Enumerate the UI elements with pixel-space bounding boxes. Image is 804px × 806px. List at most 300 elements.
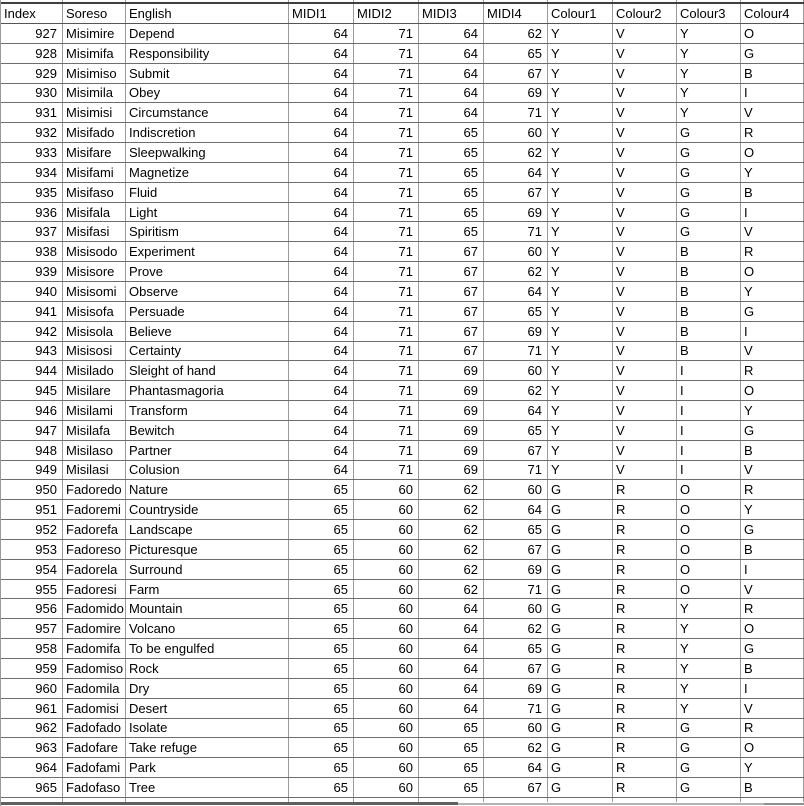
cell-english[interactable]: Persuade xyxy=(126,302,289,321)
cell-midi2[interactable]: 71 xyxy=(354,84,419,103)
cell-midi3[interactable]: 67 xyxy=(419,262,484,281)
cell-colour4[interactable]: Y xyxy=(741,282,804,301)
cell-english[interactable]: Experiment xyxy=(126,242,289,261)
cell-index[interactable]: 933 xyxy=(1,143,63,162)
cell-colour1[interactable]: G xyxy=(548,500,613,519)
cell-midi3[interactable]: 62 xyxy=(419,540,484,559)
cell-colour2[interactable]: R xyxy=(613,778,677,797)
cell-midi3[interactable]: 64 xyxy=(419,639,484,658)
cell-english[interactable]: Light xyxy=(126,203,289,222)
cell-colour4[interactable]: Y xyxy=(741,401,804,420)
cell-midi3[interactable]: 67 xyxy=(419,342,484,361)
cell-colour4[interactable]: O xyxy=(741,619,804,638)
cell-colour2[interactable]: R xyxy=(613,699,677,718)
cell-midi4[interactable]: 69 xyxy=(484,679,548,698)
column-header-index[interactable]: Index xyxy=(1,4,63,23)
cell-index[interactable]: 938 xyxy=(1,242,63,261)
cell-midi4[interactable]: 64 xyxy=(484,282,548,301)
cell-midi2[interactable]: 71 xyxy=(354,103,419,122)
cell-english[interactable]: Nature xyxy=(126,480,289,499)
cell-midi3[interactable]: 64 xyxy=(419,64,484,83)
cell-midi4[interactable]: 65 xyxy=(484,520,548,539)
cell-soreso[interactable]: Fadofami xyxy=(63,758,126,777)
cell-colour1[interactable]: G xyxy=(548,599,613,618)
cell-midi4[interactable]: 60 xyxy=(484,480,548,499)
cell-colour3[interactable]: I xyxy=(677,421,741,440)
cell-index[interactable]: 965 xyxy=(1,778,63,797)
cell-colour3[interactable]: Y xyxy=(677,103,741,122)
cell-index[interactable]: 931 xyxy=(1,103,63,122)
cell-colour1[interactable]: G xyxy=(548,520,613,539)
cell-soreso[interactable]: Fadoremi xyxy=(63,500,126,519)
cell-midi2[interactable]: 71 xyxy=(354,361,419,380)
cell-colour2[interactable]: V xyxy=(613,163,677,182)
cell-midi1[interactable]: 65 xyxy=(289,580,354,599)
cell-midi2[interactable]: 71 xyxy=(354,163,419,182)
cell-soreso[interactable]: Misifasi xyxy=(63,222,126,241)
cell-index[interactable]: 951 xyxy=(1,500,63,519)
cell-english[interactable]: Sleight of hand xyxy=(126,361,289,380)
cell-colour4[interactable]: B xyxy=(741,183,804,202)
cell-index[interactable]: 948 xyxy=(1,441,63,460)
cell-colour1[interactable]: Y xyxy=(548,44,613,63)
cell-midi2[interactable]: 60 xyxy=(354,500,419,519)
cell-colour3[interactable]: G xyxy=(677,183,741,202)
cell-midi2[interactable]: 71 xyxy=(354,222,419,241)
cell-midi4[interactable]: 65 xyxy=(484,44,548,63)
cell-index[interactable]: 964 xyxy=(1,758,63,777)
cell-colour2[interactable]: V xyxy=(613,262,677,281)
column-header-soreso[interactable]: Soreso xyxy=(63,4,126,23)
cell-english[interactable]: Dry xyxy=(126,679,289,698)
cell-colour4[interactable]: Y xyxy=(741,758,804,777)
cell-english[interactable]: Spiritism xyxy=(126,222,289,241)
cell-colour1[interactable]: G xyxy=(548,738,613,757)
cell-colour2[interactable]: V xyxy=(613,84,677,103)
cell-index[interactable]: 932 xyxy=(1,123,63,142)
cell-soreso[interactable]: Misilaso xyxy=(63,441,126,460)
cell-midi2[interactable]: 60 xyxy=(354,719,419,738)
cell-midi4[interactable]: 67 xyxy=(484,64,548,83)
cell-english[interactable]: Magnetize xyxy=(126,163,289,182)
cell-midi4[interactable]: 67 xyxy=(484,778,548,797)
cell-english[interactable]: Take refuge xyxy=(126,738,289,757)
cell-midi3[interactable]: 69 xyxy=(419,441,484,460)
cell-colour4[interactable]: R xyxy=(741,242,804,261)
cell-index[interactable]: 959 xyxy=(1,659,63,678)
cell-colour1[interactable]: G xyxy=(548,619,613,638)
cell-index[interactable]: 955 xyxy=(1,580,63,599)
cell-soreso[interactable]: Misifaso xyxy=(63,183,126,202)
cell-index[interactable]: 953 xyxy=(1,540,63,559)
cell-midi2[interactable]: 71 xyxy=(354,401,419,420)
cell-midi1[interactable]: 64 xyxy=(289,461,354,480)
cell-midi2[interactable]: 60 xyxy=(354,619,419,638)
cell-midi1[interactable]: 65 xyxy=(289,738,354,757)
cell-soreso[interactable]: Fadoreso xyxy=(63,540,126,559)
cell-midi4[interactable]: 64 xyxy=(484,500,548,519)
cell-colour4[interactable]: G xyxy=(741,44,804,63)
cell-soreso[interactable]: Misilado xyxy=(63,361,126,380)
cell-midi1[interactable]: 64 xyxy=(289,64,354,83)
cell-colour2[interactable]: R xyxy=(613,719,677,738)
cell-colour2[interactable]: V xyxy=(613,183,677,202)
cell-midi1[interactable]: 64 xyxy=(289,282,354,301)
cell-midi2[interactable]: 71 xyxy=(354,461,419,480)
cell-midi1[interactable]: 64 xyxy=(289,361,354,380)
cell-soreso[interactable]: Misisore xyxy=(63,262,126,281)
cell-midi3[interactable]: 64 xyxy=(419,699,484,718)
cell-midi2[interactable]: 71 xyxy=(354,441,419,460)
cell-colour1[interactable]: Y xyxy=(548,203,613,222)
cell-index[interactable]: 954 xyxy=(1,560,63,579)
cell-english[interactable]: Rock xyxy=(126,659,289,678)
column-header-english[interactable]: English xyxy=(126,4,289,23)
cell-colour4[interactable]: I xyxy=(741,203,804,222)
cell-index[interactable]: 962 xyxy=(1,719,63,738)
cell-index[interactable]: 944 xyxy=(1,361,63,380)
cell-english[interactable]: Observe xyxy=(126,282,289,301)
cell-soreso[interactable]: Misifala xyxy=(63,203,126,222)
cell-soreso[interactable]: Fadorela xyxy=(63,560,126,579)
cell-index[interactable]: 927 xyxy=(1,24,63,43)
cell-midi2[interactable]: 60 xyxy=(354,480,419,499)
cell-midi3[interactable]: 64 xyxy=(419,84,484,103)
cell-colour4[interactable]: R xyxy=(741,599,804,618)
cell-midi1[interactable]: 64 xyxy=(289,163,354,182)
cell-midi1[interactable]: 65 xyxy=(289,758,354,777)
cell-midi2[interactable]: 60 xyxy=(354,758,419,777)
cell-colour1[interactable]: G xyxy=(548,560,613,579)
cell-colour1[interactable]: Y xyxy=(548,222,613,241)
cell-english[interactable]: Tree xyxy=(126,778,289,797)
cell-english[interactable]: Park xyxy=(126,758,289,777)
cell-midi3[interactable]: 64 xyxy=(419,599,484,618)
cell-soreso[interactable]: Fadomiso xyxy=(63,659,126,678)
cell-colour1[interactable]: Y xyxy=(548,461,613,480)
cell-midi1[interactable]: 65 xyxy=(289,699,354,718)
cell-midi2[interactable]: 71 xyxy=(354,302,419,321)
cell-midi2[interactable]: 71 xyxy=(354,203,419,222)
cell-colour3[interactable]: B xyxy=(677,342,741,361)
cell-midi2[interactable]: 71 xyxy=(354,64,419,83)
cell-soreso[interactable]: Misilami xyxy=(63,401,126,420)
cell-colour1[interactable]: Y xyxy=(548,421,613,440)
cell-midi1[interactable]: 65 xyxy=(289,560,354,579)
cell-colour3[interactable]: Y xyxy=(677,599,741,618)
cell-midi4[interactable]: 67 xyxy=(484,441,548,460)
cell-midi1[interactable]: 65 xyxy=(289,619,354,638)
cell-colour4[interactable]: V xyxy=(741,461,804,480)
cell-midi3[interactable]: 62 xyxy=(419,480,484,499)
cell-colour3[interactable]: B xyxy=(677,242,741,261)
cell-index[interactable]: 936 xyxy=(1,203,63,222)
cell-midi1[interactable]: 64 xyxy=(289,24,354,43)
cell-colour1[interactable]: Y xyxy=(548,103,613,122)
cell-colour1[interactable]: G xyxy=(548,778,613,797)
cell-index[interactable]: 947 xyxy=(1,421,63,440)
cell-soreso[interactable]: Misisosi xyxy=(63,342,126,361)
cell-colour3[interactable]: G xyxy=(677,778,741,797)
cell-midi2[interactable]: 60 xyxy=(354,520,419,539)
cell-midi3[interactable]: 64 xyxy=(419,679,484,698)
cell-midi1[interactable]: 64 xyxy=(289,44,354,63)
cell-midi4[interactable]: 62 xyxy=(484,24,548,43)
cell-colour3[interactable]: I xyxy=(677,401,741,420)
cell-midi1[interactable]: 64 xyxy=(289,302,354,321)
cell-soreso[interactable]: Misisofa xyxy=(63,302,126,321)
cell-midi1[interactable]: 64 xyxy=(289,203,354,222)
cell-midi3[interactable]: 67 xyxy=(419,322,484,341)
cell-midi3[interactable]: 65 xyxy=(419,778,484,797)
cell-colour1[interactable]: Y xyxy=(548,242,613,261)
cell-english[interactable]: Bewitch xyxy=(126,421,289,440)
cell-colour2[interactable]: V xyxy=(613,64,677,83)
cell-colour4[interactable]: R xyxy=(741,123,804,142)
cell-colour1[interactable]: Y xyxy=(548,123,613,142)
cell-colour4[interactable]: O xyxy=(741,262,804,281)
cell-colour3[interactable]: G xyxy=(677,203,741,222)
cell-colour1[interactable]: Y xyxy=(548,361,613,380)
cell-colour3[interactable]: Y xyxy=(677,84,741,103)
cell-soreso[interactable]: Fadofado xyxy=(63,719,126,738)
cell-midi1[interactable]: 64 xyxy=(289,262,354,281)
cell-midi2[interactable]: 71 xyxy=(354,282,419,301)
cell-colour2[interactable]: R xyxy=(613,619,677,638)
cell-colour2[interactable]: V xyxy=(613,302,677,321)
cell-index[interactable]: 961 xyxy=(1,699,63,718)
cell-soreso[interactable]: Fadomifa xyxy=(63,639,126,658)
cell-english[interactable]: Sleepwalking xyxy=(126,143,289,162)
cell-midi3[interactable]: 65 xyxy=(419,163,484,182)
cell-midi3[interactable]: 69 xyxy=(419,401,484,420)
column-header-midi3[interactable]: MIDI3 xyxy=(419,4,484,23)
cell-colour4[interactable]: O xyxy=(741,143,804,162)
cell-midi1[interactable]: 64 xyxy=(289,222,354,241)
cell-english[interactable]: Colusion xyxy=(126,461,289,480)
cell-colour2[interactable]: V xyxy=(613,342,677,361)
cell-colour3[interactable]: O xyxy=(677,500,741,519)
cell-colour4[interactable]: V xyxy=(741,222,804,241)
cell-index[interactable]: 957 xyxy=(1,619,63,638)
cell-midi4[interactable]: 62 xyxy=(484,381,548,400)
cell-midi2[interactable]: 71 xyxy=(354,381,419,400)
cell-colour1[interactable]: G xyxy=(548,540,613,559)
cell-index[interactable]: 941 xyxy=(1,302,63,321)
cell-colour2[interactable]: R xyxy=(613,738,677,757)
cell-midi4[interactable]: 64 xyxy=(484,758,548,777)
cell-midi4[interactable]: 62 xyxy=(484,738,548,757)
cell-midi3[interactable]: 64 xyxy=(419,44,484,63)
cell-midi4[interactable]: 69 xyxy=(484,322,548,341)
cell-colour1[interactable]: Y xyxy=(548,342,613,361)
cell-midi4[interactable]: 60 xyxy=(484,361,548,380)
cell-colour1[interactable]: Y xyxy=(548,322,613,341)
cell-midi4[interactable]: 62 xyxy=(484,619,548,638)
cell-midi3[interactable]: 62 xyxy=(419,520,484,539)
cell-colour1[interactable]: G xyxy=(548,699,613,718)
cell-colour3[interactable]: O xyxy=(677,540,741,559)
cell-midi3[interactable]: 69 xyxy=(419,421,484,440)
cell-english[interactable]: Partner xyxy=(126,441,289,460)
cell-english[interactable]: Responsibility xyxy=(126,44,289,63)
cell-colour3[interactable]: O xyxy=(677,520,741,539)
cell-midi4[interactable]: 69 xyxy=(484,203,548,222)
cell-colour3[interactable]: I xyxy=(677,381,741,400)
cell-english[interactable]: Countryside xyxy=(126,500,289,519)
cell-midi1[interactable]: 65 xyxy=(289,719,354,738)
cell-colour1[interactable]: G xyxy=(548,719,613,738)
cell-english[interactable]: Certainty xyxy=(126,342,289,361)
cell-midi2[interactable]: 60 xyxy=(354,738,419,757)
cell-midi3[interactable]: 64 xyxy=(419,103,484,122)
cell-colour4[interactable]: B xyxy=(741,64,804,83)
cell-index[interactable]: 934 xyxy=(1,163,63,182)
cell-soreso[interactable]: Misimire xyxy=(63,24,126,43)
cell-midi2[interactable]: 71 xyxy=(354,123,419,142)
cell-colour4[interactable]: B xyxy=(741,540,804,559)
cell-colour3[interactable]: G xyxy=(677,719,741,738)
cell-english[interactable]: Isolate xyxy=(126,719,289,738)
cell-colour3[interactable]: Y xyxy=(677,619,741,638)
cell-english[interactable]: Indiscretion xyxy=(126,123,289,142)
cell-index[interactable]: 956 xyxy=(1,599,63,618)
cell-midi1[interactable]: 64 xyxy=(289,401,354,420)
cell-colour2[interactable]: V xyxy=(613,24,677,43)
cell-english[interactable]: To be engulfed xyxy=(126,639,289,658)
cell-colour4[interactable]: I xyxy=(741,322,804,341)
cell-soreso[interactable]: Fadomire xyxy=(63,619,126,638)
cell-midi4[interactable]: 67 xyxy=(484,540,548,559)
cell-index[interactable]: 943 xyxy=(1,342,63,361)
cell-midi3[interactable]: 69 xyxy=(419,381,484,400)
cell-midi4[interactable]: 60 xyxy=(484,719,548,738)
cell-colour3[interactable]: B xyxy=(677,322,741,341)
cell-colour4[interactable]: G xyxy=(741,520,804,539)
cell-midi1[interactable]: 65 xyxy=(289,659,354,678)
cell-index[interactable]: 935 xyxy=(1,183,63,202)
cell-soreso[interactable]: Misisodo xyxy=(63,242,126,261)
cell-index[interactable]: 958 xyxy=(1,639,63,658)
cell-midi3[interactable]: 62 xyxy=(419,560,484,579)
cell-midi2[interactable]: 71 xyxy=(354,24,419,43)
cell-midi4[interactable]: 69 xyxy=(484,560,548,579)
cell-index[interactable]: 942 xyxy=(1,322,63,341)
cell-colour2[interactable]: R xyxy=(613,659,677,678)
cell-soreso[interactable]: Misilasi xyxy=(63,461,126,480)
cell-colour1[interactable]: G xyxy=(548,480,613,499)
cell-colour2[interactable]: V xyxy=(613,242,677,261)
cell-colour2[interactable]: R xyxy=(613,540,677,559)
cell-colour1[interactable]: G xyxy=(548,679,613,698)
cell-midi1[interactable]: 65 xyxy=(289,520,354,539)
cell-index[interactable]: 939 xyxy=(1,262,63,281)
cell-colour4[interactable]: B xyxy=(741,778,804,797)
column-header-midi4[interactable]: MIDI4 xyxy=(484,4,548,23)
cell-soreso[interactable]: Misilafa xyxy=(63,421,126,440)
cell-colour2[interactable]: V xyxy=(613,282,677,301)
cell-midi4[interactable]: 64 xyxy=(484,163,548,182)
cell-colour3[interactable]: I xyxy=(677,361,741,380)
cell-midi4[interactable]: 71 xyxy=(484,222,548,241)
cell-english[interactable]: Believe xyxy=(126,322,289,341)
cell-colour1[interactable]: G xyxy=(548,639,613,658)
cell-colour1[interactable]: Y xyxy=(548,401,613,420)
cell-midi3[interactable]: 64 xyxy=(419,659,484,678)
column-header-midi2[interactable]: MIDI2 xyxy=(354,4,419,23)
cell-colour3[interactable]: G xyxy=(677,143,741,162)
cell-colour3[interactable]: B xyxy=(677,262,741,281)
cell-midi3[interactable]: 65 xyxy=(419,738,484,757)
cell-colour3[interactable]: G xyxy=(677,222,741,241)
cell-midi1[interactable]: 65 xyxy=(289,599,354,618)
cell-soreso[interactable]: Misifare xyxy=(63,143,126,162)
cell-soreso[interactable]: Misimifa xyxy=(63,44,126,63)
cell-colour3[interactable]: Y xyxy=(677,639,741,658)
cell-midi1[interactable]: 65 xyxy=(289,778,354,797)
cell-colour4[interactable]: V xyxy=(741,103,804,122)
cell-colour4[interactable]: O xyxy=(741,24,804,43)
cell-colour2[interactable]: V xyxy=(613,401,677,420)
cell-midi1[interactable]: 65 xyxy=(289,540,354,559)
cell-midi3[interactable]: 65 xyxy=(419,183,484,202)
cell-english[interactable]: Landscape xyxy=(126,520,289,539)
cell-colour4[interactable]: O xyxy=(741,738,804,757)
cell-colour2[interactable]: R xyxy=(613,500,677,519)
cell-midi4[interactable]: 71 xyxy=(484,699,548,718)
cell-midi3[interactable]: 69 xyxy=(419,361,484,380)
cell-colour1[interactable]: G xyxy=(548,758,613,777)
cell-colour1[interactable]: Y xyxy=(548,262,613,281)
cell-colour3[interactable]: Y xyxy=(677,679,741,698)
cell-midi2[interactable]: 60 xyxy=(354,679,419,698)
cell-midi3[interactable]: 64 xyxy=(419,24,484,43)
cell-midi2[interactable]: 60 xyxy=(354,599,419,618)
cell-midi3[interactable]: 62 xyxy=(419,580,484,599)
cell-midi2[interactable]: 60 xyxy=(354,778,419,797)
cell-midi1[interactable]: 64 xyxy=(289,421,354,440)
cell-colour4[interactable]: B xyxy=(741,659,804,678)
cell-soreso[interactable]: Misimila xyxy=(63,84,126,103)
cell-index[interactable]: 960 xyxy=(1,679,63,698)
cell-midi4[interactable]: 71 xyxy=(484,342,548,361)
cell-midi3[interactable]: 62 xyxy=(419,500,484,519)
cell-index[interactable]: 950 xyxy=(1,480,63,499)
cell-index[interactable]: 949 xyxy=(1,461,63,480)
cell-colour2[interactable]: V xyxy=(613,203,677,222)
cell-colour2[interactable]: V xyxy=(613,421,677,440)
cell-english[interactable]: Volcano xyxy=(126,619,289,638)
cell-colour2[interactable]: V xyxy=(613,44,677,63)
cell-midi3[interactable]: 69 xyxy=(419,461,484,480)
cell-colour3[interactable]: B xyxy=(677,302,741,321)
cell-midi1[interactable]: 64 xyxy=(289,84,354,103)
cell-midi1[interactable]: 64 xyxy=(289,342,354,361)
cell-soreso[interactable]: Misimiso xyxy=(63,64,126,83)
cell-colour1[interactable]: Y xyxy=(548,302,613,321)
cell-colour4[interactable]: G xyxy=(741,639,804,658)
cell-colour1[interactable]: Y xyxy=(548,84,613,103)
cell-midi4[interactable]: 65 xyxy=(484,421,548,440)
cell-soreso[interactable]: Fadoredo xyxy=(63,480,126,499)
cell-midi2[interactable]: 71 xyxy=(354,183,419,202)
cell-midi2[interactable]: 60 xyxy=(354,560,419,579)
cell-midi2[interactable]: 60 xyxy=(354,580,419,599)
cell-colour2[interactable]: V xyxy=(613,461,677,480)
cell-colour4[interactable]: R xyxy=(741,480,804,499)
cell-colour2[interactable]: V xyxy=(613,123,677,142)
cell-english[interactable]: Prove xyxy=(126,262,289,281)
